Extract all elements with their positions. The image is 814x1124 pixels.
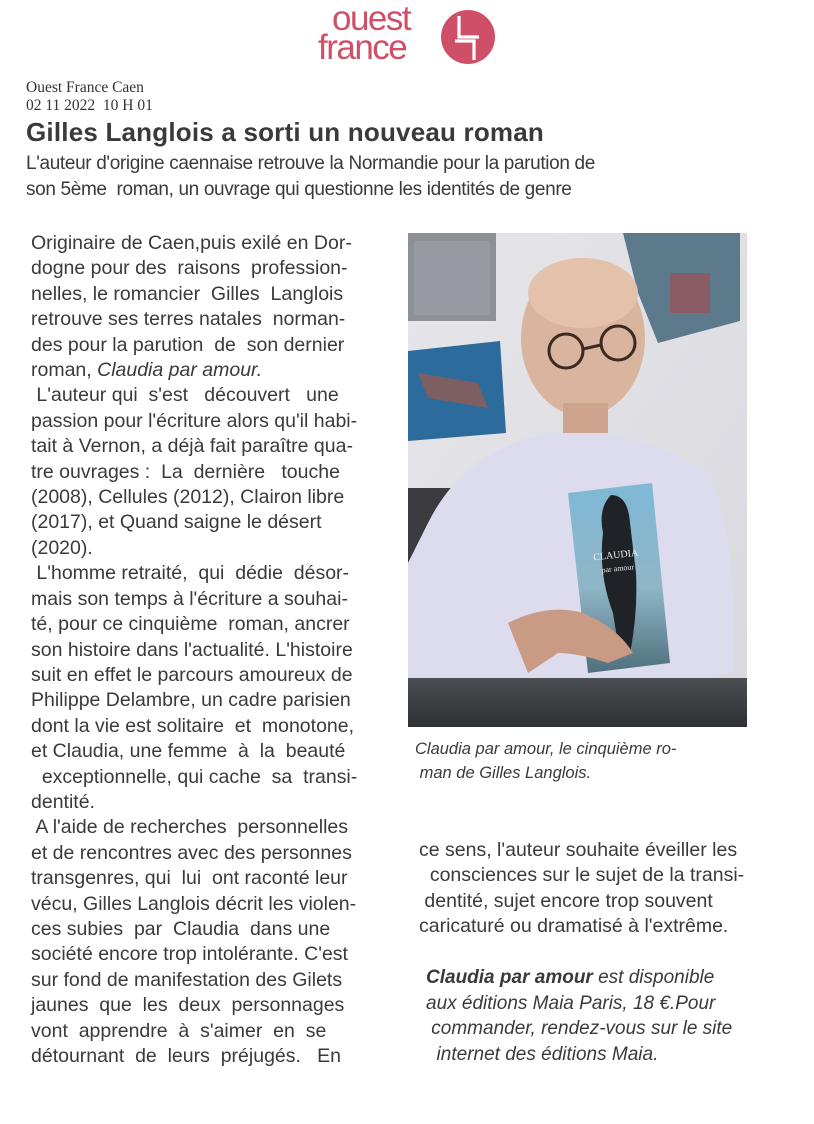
- article-headline: Gilles Langlois a sorti un nouveau roman: [26, 117, 544, 147]
- body-line: caricaturé ou dramatisé à l'extrême.: [419, 915, 729, 938]
- promo-line: internet des éditions Maia.: [426, 1043, 659, 1065]
- promo-text: est disponible: [592, 967, 715, 988]
- body-line: Originaire de Caen,puis exilé en Dor-: [31, 232, 352, 254]
- body-line: dentité, sujet encore trop souvent: [419, 889, 713, 912]
- caption-line: Claudia par amour, le cinquième ro-: [415, 740, 677, 758]
- promo-line: commander, rendez-vous sur le site: [426, 1018, 733, 1039]
- promo-book-title: Claudia par amour: [426, 967, 593, 988]
- body-line: té, pour ce cinquième roman, ancrer: [31, 613, 350, 636]
- body-line: nelles, le romancier Gilles Langlois: [31, 282, 344, 305]
- body-line: et Claudia, une femme à la beauté: [31, 740, 346, 763]
- body-line: des pour la parution de son dernier: [31, 333, 345, 356]
- body-line: son histoire dans l'actualité. L'histoire: [31, 638, 353, 661]
- body-line: retrouve ses terres natales norman-: [31, 308, 346, 331]
- article-body-left-column: [31, 231, 401, 1069]
- body-line: et de rencontres avec des personnes: [31, 841, 352, 864]
- body-line: détournant de leurs préjugés. En: [31, 1045, 342, 1067]
- body-line: ces subies par Claudia dans une: [31, 917, 331, 940]
- body-line: suit en effet le parcours amoureux de: [31, 663, 353, 686]
- body-line: tait à Vernon, a déjà fait paraître qua-: [31, 435, 353, 458]
- standfirst-line: L'auteur d'origine caennaise retrouve la Normandie pour la parution de: [26, 153, 595, 174]
- body-line: L'homme retraité, qui dédie désor-: [31, 562, 350, 585]
- standfirst-line: son 5ème roman, un ouvrage qui questionne les identités de genre: [26, 179, 572, 200]
- ouest-france-logo: [318, 0, 498, 70]
- photo-caption: [415, 737, 755, 785]
- book-cover-subtitle: par amour: [601, 562, 635, 575]
- body-line: exceptionnelle, qui cache sa transi-: [31, 765, 358, 788]
- body-line: dont la vie est solitaire et monotone,: [31, 714, 355, 737]
- body-line: dogne pour des raisons profession-: [31, 257, 348, 280]
- author-photo-illustration: [408, 233, 747, 727]
- author-photo: [408, 233, 747, 727]
- body-line: vécu, Gilles Langlois décrit les violen-: [31, 892, 357, 915]
- body-line: (2008), Cellules (2012), Clairon libre: [31, 486, 345, 509]
- body-line: A l'aide de recherches personnelles: [31, 816, 349, 839]
- availability-note: [426, 965, 796, 1067]
- logo-word-ouest: ouest: [332, 0, 411, 38]
- body-line: vont apprendre à s'aimer en se: [31, 1019, 327, 1042]
- body-line: société encore trop intolérante. C'est: [31, 943, 348, 966]
- body-line: ce sens, l'auteur souhaite éveiller les: [419, 839, 738, 861]
- body-line: (2020).: [31, 536, 93, 559]
- body-line: L'auteur qui s'est découvert une: [31, 384, 339, 407]
- body-line: passion pour l'écriture alors qu'il habi-: [31, 409, 358, 432]
- body-line: dentité.: [31, 790, 95, 813]
- body-line: jaunes que les deux personnages: [31, 994, 345, 1017]
- promo-line: aux éditions Maia Paris, 18 €.Pour: [426, 992, 716, 1014]
- body-line: (2017), et Quand saigne le désert: [31, 511, 322, 534]
- body-line: tre ouvrages : La dernière touche: [31, 460, 340, 483]
- article-standfirst: [26, 151, 746, 203]
- body-line: consciences sur le sujet de la transi-: [419, 864, 745, 887]
- logo-wordmark: [318, 0, 411, 67]
- body-line: Philippe Delambre, un cadre parisien: [31, 689, 351, 712]
- logo-word-france: france: [318, 28, 407, 67]
- logo-circle-icon: [441, 10, 495, 64]
- book-title-italic: Claudia par amour.: [97, 359, 263, 382]
- caption-line: man de Gilles Langlois.: [415, 764, 592, 782]
- book-cover-title: CLAUDIA: [592, 547, 639, 564]
- body-text: roman,: [31, 359, 98, 382]
- body-line-with-title: [31, 358, 401, 383]
- article-body-right-column: [419, 838, 799, 940]
- body-line: mais son temps à l'écriture a souhai-: [31, 587, 348, 610]
- body-line: transgenres, qui lui ont raconté leur: [31, 867, 348, 890]
- publication-datetime: 02 11 2022 10 H 01: [26, 97, 153, 114]
- publication-name: Ouest France Caen: [26, 79, 144, 96]
- body-line: sur fond de manifestation des Gilets: [31, 968, 343, 991]
- source-info: [26, 79, 153, 115]
- promo-line: [426, 965, 796, 991]
